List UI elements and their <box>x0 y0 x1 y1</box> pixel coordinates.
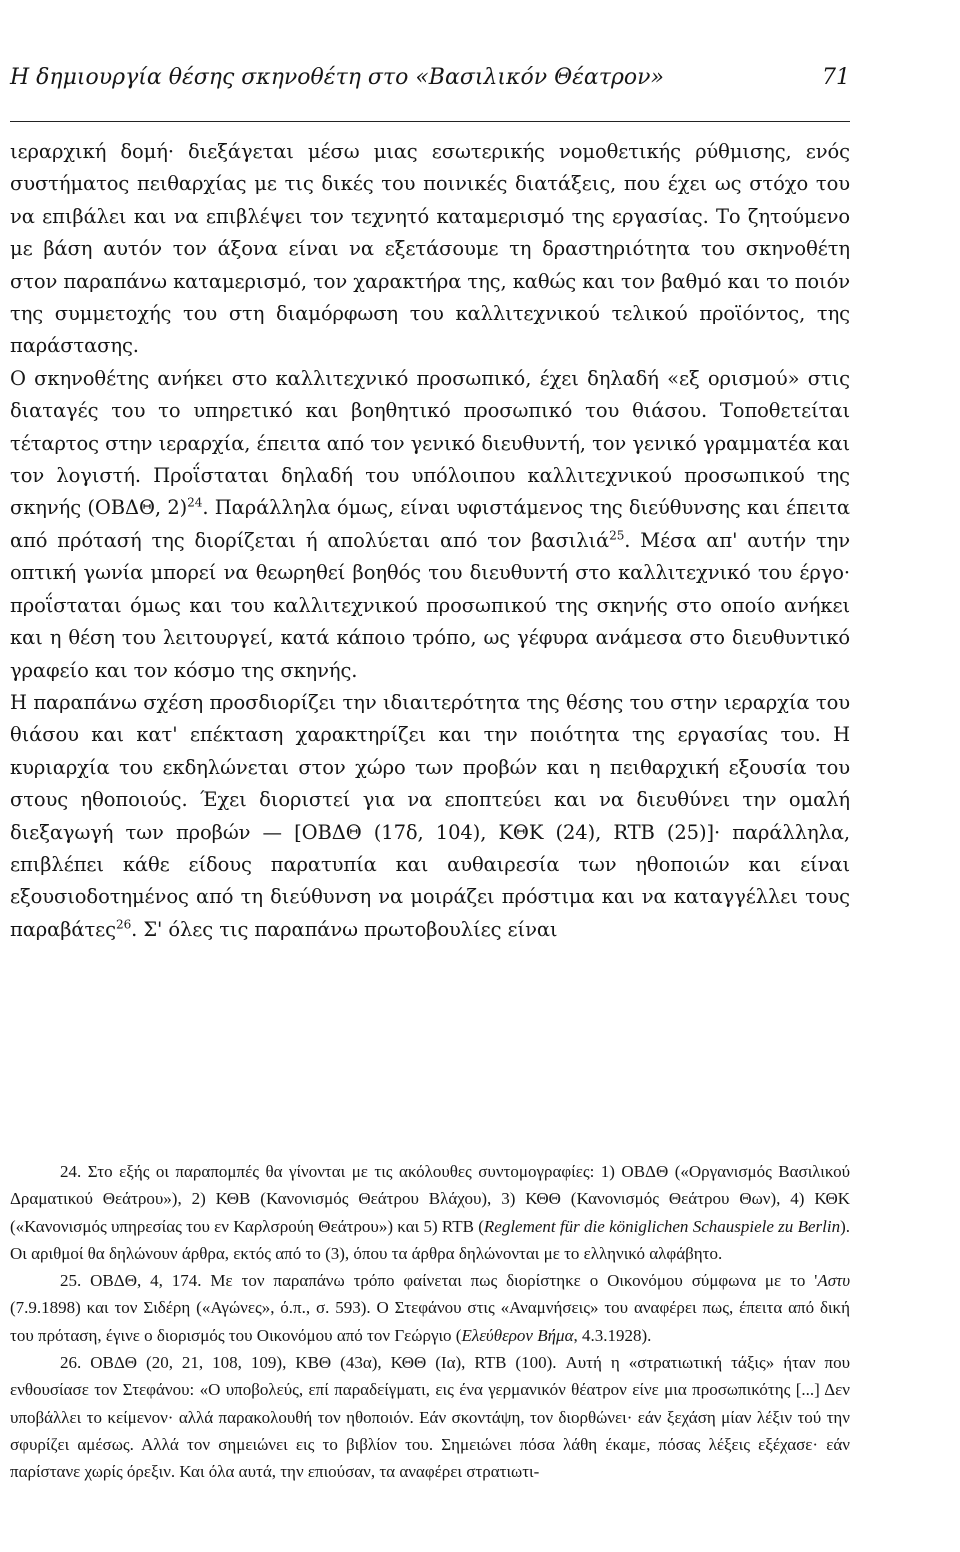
footnote-number: 24. <box>60 1162 82 1181</box>
paragraph-text: . Παράλληλα όμως, είναι υφιστάμενος της διεύθυνσης και έπειτα από πρότασή της διορίζεται ή απολύεται από τον βασιλιά <box>10 496 850 552</box>
page-number: 71 <box>822 65 850 90</box>
footnote-text: ΟΒΔΘ, 4, 174. Με τον παραπάνω τρόπο φαίνεται πως διορίστηκε ο Οικονόμου σύμφωνα με το ' <box>90 1271 818 1291</box>
paragraph <box>10 363 850 687</box>
footnote-italic: Αστυ <box>817 1271 850 1291</box>
running-header <box>10 58 850 98</box>
paragraph-text: Η παραπάνω σχέση προσδιορίζει την ιδιαιτερότητα της θέσης του στην ιεραρχία του θιάσου και κατ' επέκταση χαρακτηρίζει και την ποιότητα της εργασίας του. Η κυριαρχία του εκδηλώνεται στον χώρο των προβών και η πειθαρχική εξουσία του στους ηθοποιούς. Έχει διοριστεί για να εποπτεύει και να διευθύνει την ομαλή διεξαγωγή των προβών — [ΟΒΔΘ (17δ, 104), ΚΘΚ (24), RTB (25)]· παράλληλα, επιβλέπει κάθε είδους παρατυπία και αυθαιρεσία των ηθοποιών και είναι εξουσιοδοτημένος από τη διεύθυνση να μοιράζει πρόστιμα και να καταγγέλλει τους παραβάτες <box>10 690 850 941</box>
footnote-ref: 26 <box>115 917 132 932</box>
footnote-number: 25. <box>60 1271 82 1291</box>
footnote-24 <box>10 1158 850 1267</box>
footnote-text: (7.9.1898) και τον Σιδέρη («Αγώνες», ό.π., σ. 593). Ο Στεφάνου στις «Αναμνήσεις» του αναφέρει πως, έπειτα από δική του πρόταση, έγινε ο διορισμός του Οικονόμου από τον Γεώργιο ( <box>10 1298 850 1345</box>
paragraph-text: Ο σκηνοθέτης ανήκει στο καλλιτεχνικό προσωπικό, έχει δηλαδή «εξ ορισμού» στις διαταγές του το υπηρετικό και βοηθητικό προσωπικό του θιάσου. Τοποθετείται τέταρτος στην ιεραρχία, έπειτα από τον γενικό διευθυντή, τον γενικό γραμματέα και τον λογιστή. Προΐσταται δηλαδή του υπόλοιπου καλλιτεχνικού προσωπικού της σκηνής (ΟΒΔΘ, 2) <box>10 366 850 520</box>
paragraph-text: ιεραρχική δομή· διεξάγεται μέσω μιας εσωτερικής νομοθετικής ρύθμισης, ενός συστήματος πειθαρχίας με τις δικές του ποινικές διατάξεις, που έχει ως στόχο του να επιβάλει και να επιβλέψει τον τεχνητό καταμερισμό της εργασίας. Το ζητούμενο με βάση αυτόν τον άξονα είναι να εξετάσουμε τη δραστηριότητα του σκηνοθέτη στον παραπάνω καταμερισμό, τον χαρακτήρα της, καθώς και τον βαθμό και το ποιόν της συμμετοχής του στη διαμόρφωση του καλλιτεχνικού τελικού προϊόντος, της παράστασης. <box>10 140 850 358</box>
footnote-ref: 25 <box>609 528 625 543</box>
paragraph <box>10 136 850 363</box>
footnote-text: , 4.3.1928). <box>573 1325 652 1345</box>
footnote-25 <box>10 1267 850 1349</box>
footnote-italic: Ελεύθερον Βήμα <box>461 1325 574 1345</box>
footnote-26 <box>10 1349 850 1485</box>
footnote-text: Στο εξής οι παραπομπές θα γίνονται με τις ακόλουθες συντομογραφίες: 1) ΟΒΔΘ («Οργανισμός Βασιλικού Δραματικού Θεάτρου»), 2) ΚΘΒ (Κανονισμός Θεάτρου Βλάχου), 3) ΚΘΘ (Κανονισμός Θεάτρου Θων), 4) ΚΘΚ («Κανονισμός υπηρεσίας του εν Καρλσρούη Θεάτρου») και 5) RTB ( <box>10 1162 850 1236</box>
footnote-italic: Reglement für die königlichen Schauspiele zu Berlin <box>483 1216 841 1236</box>
paragraph-text: . Μέσα απ' αυτήν την οπτική γωνία μπορεί να θεωρηθεί βοηθός του διευθυντή στο καλλιτεχνικό του έργο· προΐσταται όμως και του καλλιτεχνικού προσωπικού της σκηνής στο οποίο ανήκει και η θέση του λειτουργεί, κατά κάποιο τρόπο, ως γέφυρα ανάμεσα στο διευθυντικό γραφείο και τον κόσμο της σκηνής. <box>10 528 850 682</box>
main-text <box>10 136 850 946</box>
footnote-text: ). Οι αριθμοί θα δηλώνουν άρθρα, εκτός από το (3), όπου τα άρθρα δηλώνονται με το ελληνικό αλφάβητο. <box>10 1216 850 1263</box>
paragraph <box>10 687 850 946</box>
running-title: Η δημιουργία θέσης σκηνοθέτη στο «Βασιλικόν Θέατρον» <box>10 65 664 90</box>
footnote-number: 26. <box>60 1353 82 1373</box>
footnotes <box>10 1158 850 1486</box>
header-rule <box>10 121 850 122</box>
footnote-text: ΟΒΔΘ (20, 21, 108, 109), ΚΒΘ (43α), ΚΘΘ (Ια), RTB (100). Αυτή η «στρατιωτική τάξις» ήταν που ενθουσίασε τον Στεφάνου: «Ο υποβολεύς, επί παραδείγματι, εις ένα γερμανικόν θέατρον είνε μια προσωπικότης [...] Δεν υποβάλλει το κείμενον· αλλά παρακολουθή τον ηθοποιόν. Εάν σκοντάψη, τον διορθώνει· εάν ξεχάση μίαν λέξιν τού την σφυρίζει αμέσως. Αλλά τον σημειώνει εις το βιβλίον του. Σημειώνει πόσα λάθη έκαμε, πόσας λέξεις εξέχασε· εάν παρίστανε χωρίς όρεξιν. Και όλα αυτά, την επιούσαν, τα αναφέρει στρατιωτι- <box>10 1353 850 1482</box>
paragraph-text: . Σ' όλες τις παραπάνω πρωτοβουλίες είναι <box>131 917 558 941</box>
footnote-ref: 24 <box>187 495 203 510</box>
